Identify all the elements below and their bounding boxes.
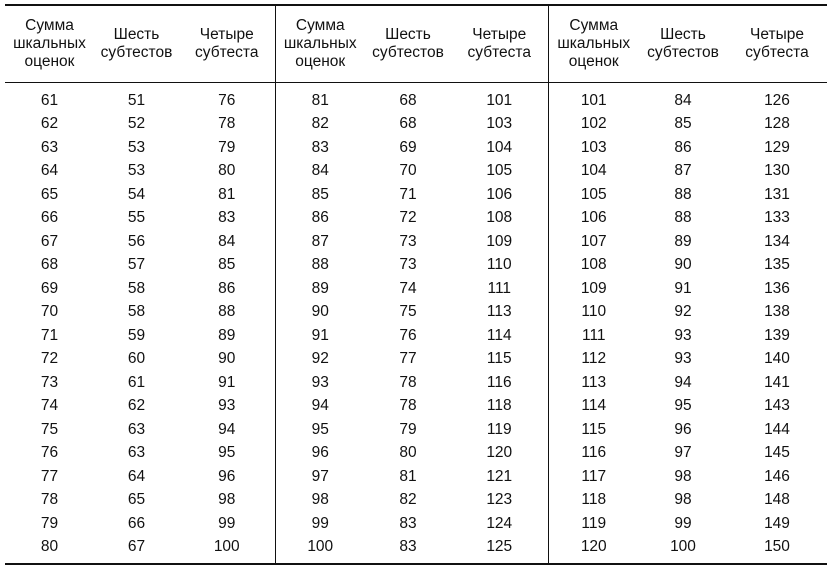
table-cell: 92 <box>275 348 365 372</box>
table-row <box>5 324 827 348</box>
table-cell: 73 <box>399 232 417 250</box>
table-cell: 90 <box>218 350 236 368</box>
table-cell: 113 <box>548 371 639 395</box>
table-cell: 77 <box>399 350 417 368</box>
table-cell: 87 <box>674 162 692 180</box>
table-row <box>5 442 827 466</box>
table-cell: 98 <box>218 491 236 509</box>
table-cell: 91 <box>218 373 236 391</box>
header-four-subtests-1: Четыре субтеста <box>179 5 275 83</box>
table-cell: 76 <box>399 326 417 344</box>
table-cell: 88 <box>218 303 236 321</box>
table-cell: 106 <box>486 185 513 203</box>
table-cell: 72 <box>40 350 59 368</box>
table-cell: 70 <box>399 162 417 180</box>
table-cell: 98 <box>674 467 692 485</box>
table-cell: 90 <box>674 256 692 274</box>
table-cell: 71 <box>40 326 59 344</box>
table-cell: 131 <box>764 185 790 203</box>
table-cell: 91 <box>674 279 692 297</box>
header-four-subtests-3: Четыре субтеста <box>727 5 827 83</box>
table-cell: 78 <box>399 397 417 415</box>
table-cell: 63 <box>40 138 59 156</box>
table-cell: 68 <box>399 91 417 109</box>
table-cell: 84 <box>674 91 692 109</box>
table-cell: 103 <box>548 136 639 160</box>
table-cell: 83 <box>399 538 417 556</box>
table-cell: 79 <box>399 420 417 438</box>
table-cell: 89 <box>674 232 692 250</box>
table-cell: 81 <box>275 83 365 113</box>
table-cell: 148 <box>764 491 790 509</box>
table-cell: 83 <box>399 514 417 532</box>
table-cell: 88 <box>674 185 692 203</box>
table-cell: 78 <box>218 115 236 133</box>
table-cell: 73 <box>40 373 59 391</box>
table-cell: 105 <box>548 183 639 207</box>
table-cell: 54 <box>127 185 146 203</box>
table-cell: 107 <box>548 230 639 254</box>
table-cell: 125 <box>486 538 513 556</box>
table-row <box>5 512 827 536</box>
table-cell: 120 <box>548 536 639 565</box>
table-cell: 85 <box>275 183 365 207</box>
table-cell: 139 <box>764 326 790 344</box>
table-cell: 82 <box>399 491 417 509</box>
header-sum-scaled-1: Сумма шкальных оценок <box>5 5 94 83</box>
table-cell: 95 <box>275 418 365 442</box>
table-cell: 56 <box>127 232 146 250</box>
table-row <box>5 489 827 513</box>
table-cell: 117 <box>548 465 639 489</box>
table-cell: 116 <box>486 373 512 391</box>
table-cell: 93 <box>674 326 692 344</box>
table-cell: 76 <box>218 91 236 109</box>
table-cell: 119 <box>486 420 512 438</box>
table-cell: 101 <box>548 83 639 113</box>
table-cell: 94 <box>674 373 692 391</box>
table-cell: 83 <box>218 209 236 227</box>
table-cell: 109 <box>486 232 513 250</box>
table-cell: 130 <box>764 162 790 180</box>
table-cell: 99 <box>275 512 365 536</box>
table-cell: 149 <box>764 514 790 532</box>
table-cell: 74 <box>399 279 417 297</box>
table-cell: 58 <box>127 279 146 297</box>
header-sum-scaled-2: Сумма шкальных оценок <box>275 5 365 83</box>
table-cell: 88 <box>674 209 692 227</box>
table-cell: 145 <box>764 444 790 462</box>
table-cell: 61 <box>40 91 59 109</box>
table-cell: 59 <box>127 326 146 344</box>
table-cell: 68 <box>40 256 59 274</box>
table-cell: 53 <box>127 138 146 156</box>
table-cell: 65 <box>127 491 146 509</box>
table-row <box>5 301 827 325</box>
table-cell: 94 <box>218 420 236 438</box>
table-row <box>5 371 827 395</box>
table-cell: 79 <box>40 514 59 532</box>
header-six-subtests-3: Шесть субтестов <box>639 5 727 83</box>
table-cell: 110 <box>486 256 512 274</box>
table-cell: 66 <box>127 514 146 532</box>
table-cell: 111 <box>548 324 639 348</box>
table-cell: 51 <box>127 91 146 109</box>
table-cell: 74 <box>40 397 59 415</box>
table-cell: 123 <box>486 491 513 509</box>
table-cell: 61 <box>127 373 146 391</box>
table-cell: 96 <box>275 442 365 466</box>
table-cell: 99 <box>218 514 236 532</box>
table-cell: 64 <box>40 162 59 180</box>
table-cell: 53 <box>127 162 146 180</box>
table-cell: 144 <box>764 420 790 438</box>
table-cell: 55 <box>127 209 146 227</box>
table-cell: 73 <box>399 256 417 274</box>
table-row <box>5 183 827 207</box>
table-body <box>5 83 827 565</box>
table-cell: 141 <box>764 373 790 391</box>
table-cell: 97 <box>674 444 692 462</box>
table-cell: 115 <box>486 350 512 368</box>
table-cell: 150 <box>764 538 790 556</box>
table-cell: 146 <box>764 467 790 485</box>
table-cell: 102 <box>548 113 639 137</box>
table-cell: 57 <box>127 256 146 274</box>
table-cell: 95 <box>674 397 692 415</box>
table-cell: 80 <box>218 162 236 180</box>
table-cell: 85 <box>218 256 236 274</box>
table-cell: 143 <box>764 397 790 415</box>
table-cell: 62 <box>127 397 146 415</box>
table-cell: 82 <box>275 113 365 137</box>
table-cell: 108 <box>548 254 639 278</box>
table-cell: 106 <box>548 207 639 231</box>
table-cell: 60 <box>127 350 146 368</box>
table-cell: 86 <box>275 207 365 231</box>
table-row <box>5 136 827 160</box>
table-row <box>5 395 827 419</box>
table-row <box>5 113 827 137</box>
table-cell: 69 <box>40 279 59 297</box>
table-cell: 114 <box>548 395 639 419</box>
table-cell: 76 <box>40 444 59 462</box>
table-cell: 81 <box>399 467 417 485</box>
table-cell: 112 <box>548 348 639 372</box>
table-cell: 104 <box>486 138 513 156</box>
table-cell: 116 <box>548 442 639 466</box>
table-cell: 86 <box>674 138 692 156</box>
table-cell: 126 <box>764 91 790 109</box>
table-cell: 80 <box>40 538 59 556</box>
table-cell: 91 <box>275 324 365 348</box>
table-cell: 52 <box>127 115 146 133</box>
header-sum-scaled-3: Сумма шкальных оценок <box>548 5 639 83</box>
table-cell: 109 <box>548 277 639 301</box>
table-cell: 92 <box>674 303 692 321</box>
table-cell: 72 <box>399 209 417 227</box>
table-cell: 94 <box>275 395 365 419</box>
table-cell: 80 <box>399 444 417 462</box>
table-cell: 100 <box>275 536 365 565</box>
table-cell: 70 <box>40 303 59 321</box>
header-row <box>5 5 827 83</box>
table-cell: 105 <box>486 162 513 180</box>
table-cell: 110 <box>548 301 639 325</box>
table-cell: 85 <box>674 115 692 133</box>
table-cell: 103 <box>486 115 513 133</box>
table-cell: 118 <box>548 489 639 513</box>
table-row <box>5 277 827 301</box>
table-cell: 63 <box>127 420 146 438</box>
table-cell: 90 <box>275 301 365 325</box>
table-cell: 79 <box>218 138 236 156</box>
table-cell: 58 <box>127 303 146 321</box>
table-cell: 83 <box>275 136 365 160</box>
table-cell: 68 <box>399 115 417 133</box>
table-cell: 87 <box>275 230 365 254</box>
table-row <box>5 160 827 184</box>
table-cell: 121 <box>486 467 513 485</box>
table-row <box>5 348 827 372</box>
table-cell: 78 <box>40 491 59 509</box>
table-cell: 129 <box>764 138 790 156</box>
table-cell: 86 <box>218 279 236 297</box>
table-cell: 133 <box>764 209 790 227</box>
table-cell: 95 <box>218 444 236 462</box>
table-cell: 84 <box>275 160 365 184</box>
table-cell: 89 <box>275 277 365 301</box>
table-cell: 69 <box>399 138 417 156</box>
table-cell: 81 <box>218 185 236 203</box>
header-four-subtests-2: Четыре субтеста <box>451 5 548 83</box>
table-cell: 100 <box>670 538 696 556</box>
table-cell: 89 <box>218 326 236 344</box>
table-cell: 77 <box>40 467 59 485</box>
table-row <box>5 207 827 231</box>
table-cell: 66 <box>40 209 59 227</box>
table-cell: 115 <box>548 418 639 442</box>
table-cell: 113 <box>486 303 512 321</box>
table-cell: 140 <box>764 350 790 368</box>
table-row <box>5 254 827 278</box>
table-cell: 104 <box>548 160 639 184</box>
table-cell: 111 <box>487 279 512 297</box>
table-cell: 64 <box>127 467 146 485</box>
table-cell: 128 <box>764 115 790 133</box>
table-cell: 108 <box>486 209 513 227</box>
table-row <box>5 536 827 565</box>
table-cell: 97 <box>275 465 365 489</box>
table-cell: 96 <box>218 467 236 485</box>
table-cell: 88 <box>275 254 365 278</box>
table-row <box>5 465 827 489</box>
header-six-subtests-1: Шесть субтестов <box>94 5 179 83</box>
table-cell: 65 <box>40 185 59 203</box>
table-cell: 71 <box>399 185 417 203</box>
table-cell: 98 <box>275 489 365 513</box>
table-cell: 62 <box>40 115 59 133</box>
table-cell: 101 <box>486 91 513 109</box>
table-cell: 75 <box>399 303 417 321</box>
table-cell: 136 <box>764 279 790 297</box>
table-cell: 96 <box>674 420 692 438</box>
table-cell: 93 <box>218 397 236 415</box>
table-cell: 100 <box>213 538 240 556</box>
table-row <box>5 230 827 254</box>
table-cell: 98 <box>674 491 692 509</box>
table-cell: 99 <box>674 514 692 532</box>
table-cell: 93 <box>674 350 692 368</box>
table-cell: 114 <box>486 326 512 344</box>
table-cell: 84 <box>218 232 236 250</box>
table-cell: 138 <box>764 303 790 321</box>
table-cell: 78 <box>399 373 417 391</box>
table-cell: 119 <box>548 512 639 536</box>
table-cell: 63 <box>127 444 146 462</box>
table-cell: 135 <box>764 256 790 274</box>
table-cell: 118 <box>486 397 512 415</box>
table-cell: 120 <box>486 444 513 462</box>
table-cell: 134 <box>764 232 790 250</box>
header-six-subtests-2: Шесть субтестов <box>365 5 451 83</box>
table-cell: 124 <box>486 514 513 532</box>
table-cell: 75 <box>40 420 59 438</box>
table-cell: 67 <box>127 538 146 556</box>
table-row <box>5 418 827 442</box>
table-cell: 93 <box>275 371 365 395</box>
table-row <box>5 83 827 113</box>
table-cell: 67 <box>40 232 59 250</box>
norms-table <box>5 4 827 565</box>
